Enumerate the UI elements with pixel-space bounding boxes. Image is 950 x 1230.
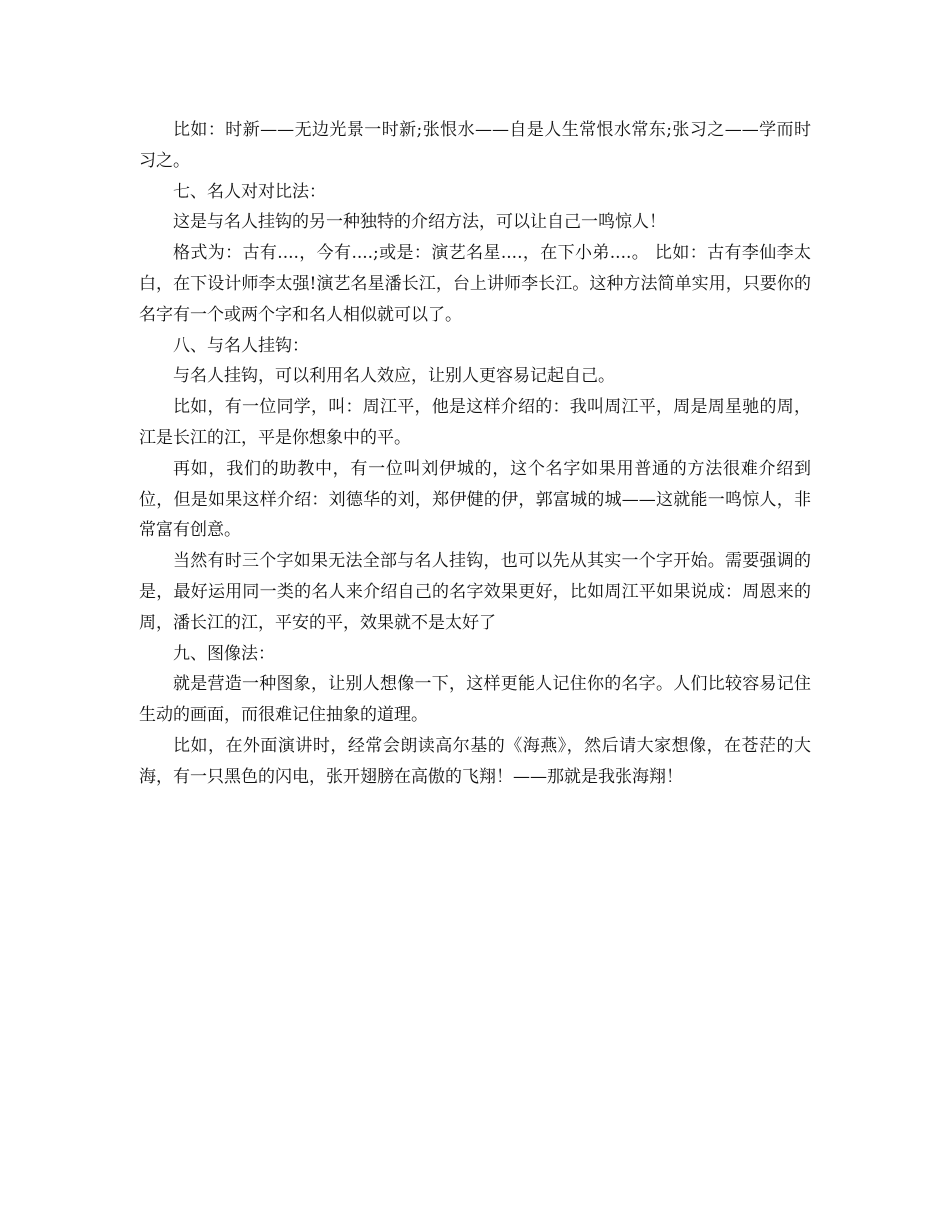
paragraph-example-liuyicheng: 再如，我们的助教中，有一位叫刘伊城的，这个名字如果用普通的方法很难介绍到位，但是如果这样介绍：刘德华的刘，郑伊健的伊，郭富城的城——这就能一鸣惊人，非常富有创意。 <box>139 458 811 541</box>
paragraph-intro-celebrity-contrast: 这是与名人挂钩的另一种独特的介绍方法，可以让自己一鸣惊人！ <box>173 212 666 233</box>
paragraph-image-method: 就是营造一种图象，让别人想像一下，这样更能人记住你的名字。人们比较容易记住生动的画面，而很难记住抽象的道理。 <box>139 674 811 726</box>
section-heading-nine: 九、图像法： <box>173 643 275 664</box>
paragraph-note-same-category: 当然有时三个字如果无法全部与名人挂钩，也可以先从其实一个字开始。需要强调的是，最好运用同一类的名人来介绍自己的名字效果更好，比如周江平如果说成：周恩来的周，潘长江的江，平安的平，效果就不是太好了 <box>139 551 811 633</box>
paragraph-example-zhoujiangping: 比如，有一位同学，叫：周江平，他是这样介绍的：我叫周江平，周是周星驰的周，江是长江的江，平是你想象中的平。 <box>139 397 811 448</box>
paragraph-example-haiyan: 比如，在外面演讲时，经常会朗读高尔基的《海燕》，然后请大家想像，在苍茫的大海，有一只黑色的闪电，张开翅膀在高傲的飞翔！——那就是我张海翔！ <box>139 735 811 787</box>
paragraph-format-example: 格式为：古有....，今有....;或是：演艺名星....，在下小弟....。 比如：古有李仙李太白，在下设计师李太强!演艺名星潘长江，台上讲师李长江。这种方法简单实用，只要你的名字有一个或两个字和名人相似就可以了。 <box>139 243 811 325</box>
document-body <box>139 115 811 793</box>
paragraph-example-shixin: 比如：时新——无边光景一时新;张恨水——自是人生常恨水常东;张习之——学而时习之。 <box>139 120 811 171</box>
paragraph-celebrity-effect: 与名人挂钩，可以利用名人效应，让别人更容易记起自己。 <box>173 366 615 387</box>
section-heading-eight: 八、与名人挂钩： <box>173 335 309 356</box>
section-heading-seven: 七、名人对对比法： <box>173 181 326 202</box>
